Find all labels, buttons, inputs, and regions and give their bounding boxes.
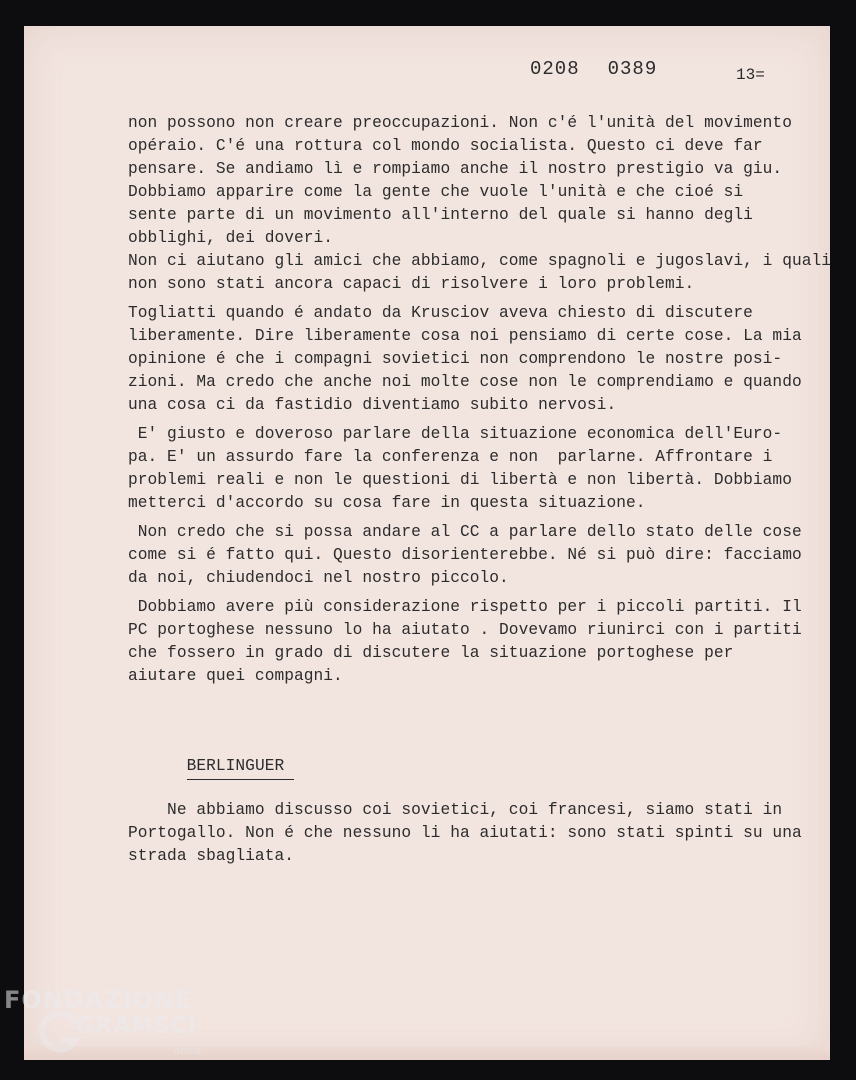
paragraph-4: [128, 423, 814, 515]
text-line: come si é fatto qui. Questo disorienterebbe. Né si può dire: facciamo: [128, 546, 802, 564]
document-page: [24, 26, 830, 1060]
text-line: strada sbagliata.: [128, 847, 294, 865]
paragraph-5: [128, 521, 814, 590]
paragraph-2: [128, 250, 832, 296]
text-line: Ne abbiamo discusso coi sovietici, coi francesi, siamo stati in: [128, 801, 783, 819]
text-line: pensare. Se andiamo lì e rompiamo anche il nostro prestigio va giu.: [128, 160, 783, 178]
logo-line-2: GRAMSCI: [76, 1014, 198, 1039]
text-line: obblighi, dei doveri.: [128, 229, 334, 247]
text-line: E' giusto e doveroso parlare della situazione economica dell'Euro-: [128, 425, 783, 443]
text-line: Dobbiamo avere più considerazione rispetto per i piccoli partiti. Il: [128, 598, 802, 616]
archive-code-2: 0389: [607, 58, 658, 80]
speaker-name: BERLINGUER: [187, 755, 295, 780]
text-line: liberamente. Dire liberamente cosa noi pensiamo di certe cose. La mia: [128, 327, 802, 345]
speaker-heading: [128, 732, 814, 775]
paragraph-6: [128, 596, 814, 688]
paragraph-3: [128, 302, 814, 417]
fondazione-gramsci-watermark-logo: [4, 986, 224, 1066]
text-line: che fossero in grado di discutere la situazione portoghese per: [128, 644, 734, 662]
text-line: zioni. Ma credo che anche noi molte cose non le comprendiamo e quando: [128, 373, 802, 391]
archive-codes: [530, 58, 685, 80]
text-line: una cosa ci da fastidio diventiamo subito nervosi.: [128, 396, 617, 414]
text-line: Non ci aiutano gli amici che abbiamo, come spagnoli e jugoslavi, i quali: [128, 252, 832, 270]
text-line: non sono stati ancora capaci di risolvere i loro problemi.: [128, 275, 695, 293]
text-line: opinione é che i compagni sovietici non comprendono le nostre posi-: [128, 350, 783, 368]
text-line: Dobbiamo apparire come la gente che vuole l'unità e che cioé si: [128, 183, 744, 201]
paragraph-1: [128, 112, 814, 250]
text-line: da noi, chiudendoci nel nostro piccolo.: [128, 569, 509, 587]
text-line: aiutare quei compagni.: [128, 667, 343, 685]
text-line: problemi reali e non le questioni di libertà e non libertà. Dobbiamo: [128, 471, 792, 489]
logo-line-3: onlus: [174, 1046, 201, 1057]
text-line: Togliatti quando é andato da Krusciov aveva chiesto di discutere: [128, 304, 753, 322]
typewritten-body: [128, 112, 832, 868]
text-line: PC portoghese nessuno lo ha aiutato . Dovevamo riunirci con i partiti: [128, 621, 802, 639]
paragraph-7: [128, 799, 814, 868]
text-line: opéraio. C'é una rottura col mondo socialista. Questo ci deve far: [128, 137, 763, 155]
archive-code-1: 0208: [530, 58, 580, 80]
text-line: Portogallo. Non é che nessuno li ha aiutati: sono stati spinti su una: [128, 824, 802, 842]
text-line: pa. E' un assurdo fare la conferenza e non parlarne. Affrontare i: [128, 448, 773, 466]
logo-line-1: FONDAZIONE: [4, 986, 193, 1014]
text-line: Non credo che si possa andare al CC a parlare dello stato delle cose: [128, 523, 802, 541]
page-number: 13=: [736, 66, 765, 84]
text-line: non possono non creare preoccupazioni. Non c'é l'unità del movimento: [128, 114, 792, 132]
text-line: metterci d'accordo su cosa fare in questa situazione.: [128, 494, 646, 512]
text-line: sente parte di un movimento all'interno del quale si hanno degli: [128, 206, 753, 224]
